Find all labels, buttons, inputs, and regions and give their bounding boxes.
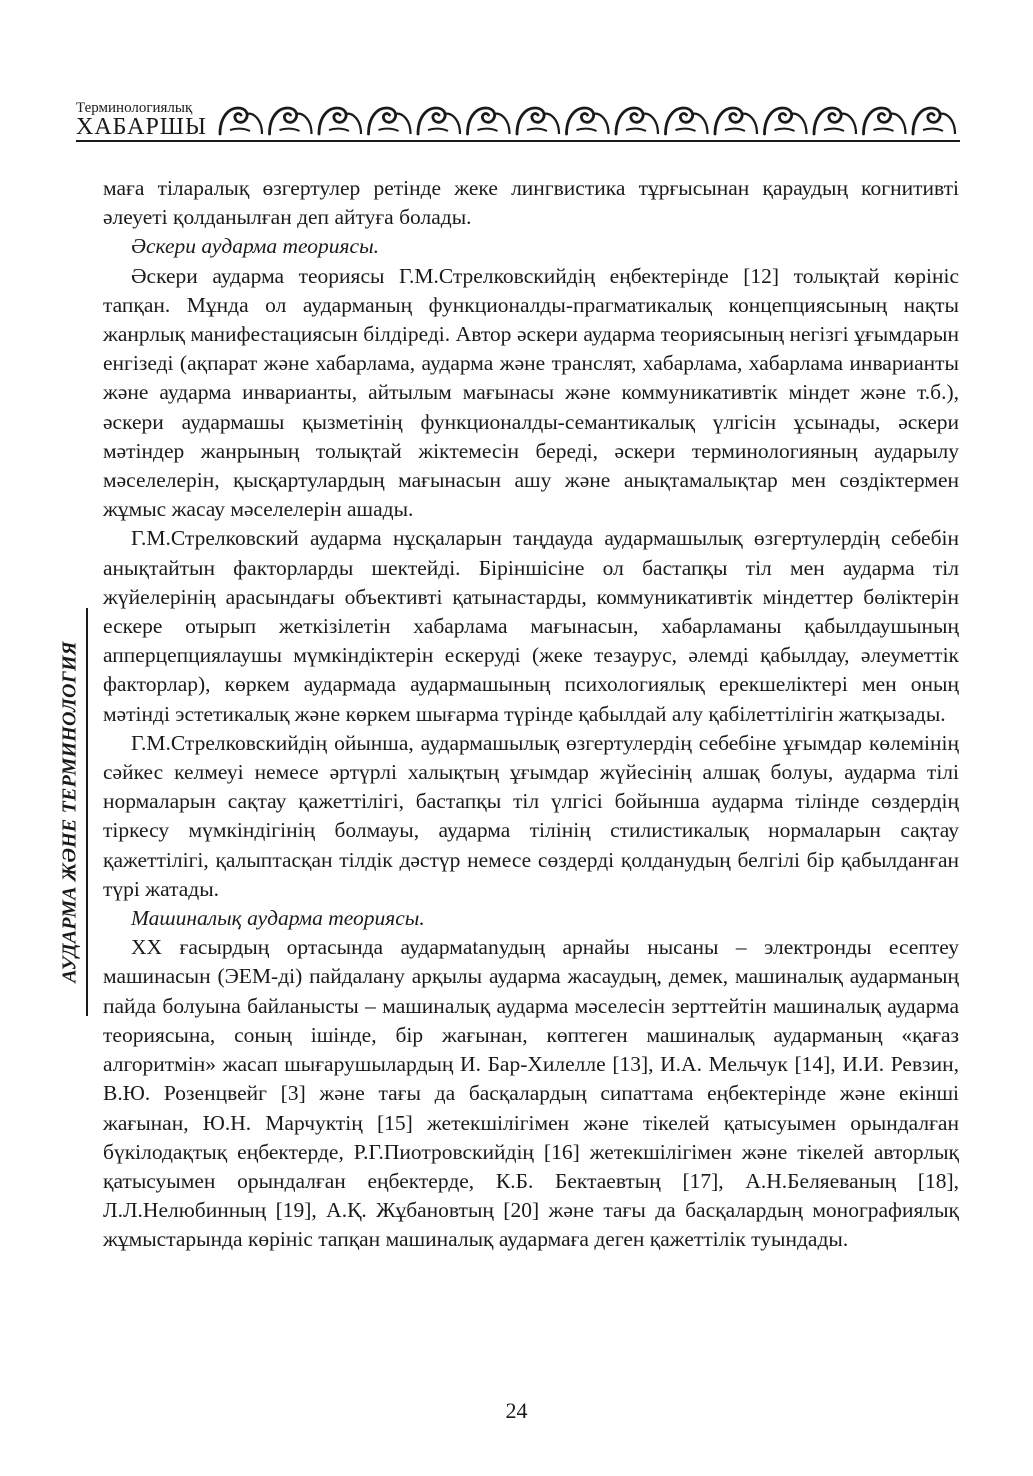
ornament-motif-icon — [715, 108, 757, 134]
ornament-motif-icon — [468, 108, 510, 134]
paragraph: маға тіларалық өзгертулер ретінде жеке лингвистика тұрғысынан қараудың когнитивті әлеуеті қолданылған деп айтуға болады. — [103, 176, 959, 230]
ornament-motif-icon — [616, 108, 658, 134]
section-heading: Машиналық аударма теориясы. — [131, 906, 425, 931]
ornament-motif-icon — [864, 108, 906, 134]
ornament-motif-icon — [220, 108, 262, 134]
article-body — [103, 174, 959, 1255]
journal-title-small: Терминологиялық — [76, 100, 193, 116]
ornament-band-icon — [216, 100, 960, 138]
running-header — [76, 96, 960, 148]
section-title-vertical: АУДАРМА ЖӘНЕ ТЕРМИНОЛОГИЯ — [58, 641, 81, 983]
paragraph: Г.М.Стрелковскийдің ойынша, аудармашылық өзгертулердің себебіне ұғымдар көлемінің сәйкес келмеуі немесе әртүрлі халықтың ұғымдар жүйесінің алшақ болуы, аударма тілі нормаларын сақтау қажеттілігі, бастапқы тіл үлгісі бойынша аударма тілінде сөздердің тіркесу мүмкіндігінің болмауы, аударма тілінің стилистикалық нормаларын сақтау қажеттілігі, қалыптасқан тілдік дәстүр немесе сөздерді қолданудың белгілі бір қабылданған түрі жатады. — [103, 730, 959, 901]
ornament-motif-icon — [666, 108, 708, 134]
paragraph: XX ғасырдың ортасында аудармatanудың арнайы нысаны – электронды есептеу машинасын (ЭЕМ-ді) пайдалану арқылы аударма жасаудың, демек, машиналық аударманың пайда болуына байланысты – машиналық аударма мәселесін зерттейтін машиналық аударма теориясына, соның ішінде, бір жағынан, көптеген машиналық аударманың «қағаз алгоритмін» жасап шығарушылардың И. Бар-Хилелле [13], И.А. Мельчук [14], И.И. Ревзин, В.Ю. Розенцвейг [3] және тағы да басқалардың сипаттама еңбектерінде және екінші жағынан, Ю.Н. Марчуктің [15] жетекшілігімен және тікелей қатысуымен орындалған бүкілодақтық еңбектерде, Р.Г.Пиотровскийдің [16] жетекшілігімен және тікелей авторлық қатысуымен орындалған еңбектерде, К.Б. Бектаевтың [17], А.Н.Беляеваның [18], Л.Л.Нелюбинның [19], А.Қ. Жұбановтың [20] және тағы да басқалардың монографиялық жұмыстарында көрініс тапқан машиналық аудармаға деген қажеттілік туындады. — [103, 935, 959, 1252]
ornament-motif-icon — [319, 108, 361, 134]
header-rule — [76, 140, 960, 142]
ornament-motif-icon — [567, 108, 609, 134]
paragraph: Әскери аударма теориясы Г.М.Стрелковскийдің еңбектерінде [12] толықтай көрініс тапқан. Мұнда ол аударманың функционалды-прагматикалық концепциясының нақты жанрлық манифестациясын білдіреді. Автор әскери аударма теориясының негізгі ұғымдарын енгізеді (ақпарат және хабарлама, аударма және транслят, хабарлама, хабарлама инварианты және аударма инварианты, айтылым мағынасы және коммуникативтік міндет және т.б.), әскери аудармашы қызметінің функционалды-семантикалық үлгісін ұсынады, әскери мәтіндер жанрының толықтай жіктемесін береді, әскери терминологияның аударылу мәселелерін, қысқартулардың мағынасын ашу және анықтамалықтар мен сөздіктермен жұмыс жасау мәселелерін ашады. — [103, 263, 959, 522]
ornament-motif-icon — [270, 108, 312, 134]
side-section-label — [54, 608, 90, 1016]
ornament-motif-icon — [517, 108, 559, 134]
paragraph: Г.М.Стрелковский аударма нұсқаларын таңдауда аудармашылық өзгертулердің себебін анықтайтын факторларды шектейді. Біріншісіне ол бастапқы тіл мен аударма тіл жүйелерінің арасындағы объективті қатынастарды, коммуникативтік міндеттер бөліктерін ескере отырып жеткізілетін хабарлама мағынасын, хабарламаны қабылдаушының апперцепциялаушы мүмкіндіктерін ескеруді (жеке тезаурус, әлемді қабылдау, әлеуметтік факторлар), көркем аудармада аудармашының психологиялық ерекшеліктері мен оның мәтінді эстетикалық және көркем шығарма түрінде қабылдай алу қабілеттілігін жатқызады. — [103, 526, 959, 726]
side-rule — [86, 608, 88, 1016]
page-number: 24 — [505, 1398, 528, 1423]
section-heading: Әскери аударма теориясы. — [131, 234, 380, 259]
ornament-motif-icon — [369, 108, 411, 134]
ornament-motif-icon — [913, 108, 955, 134]
ornament-motif-icon — [814, 108, 856, 134]
ornament-motif-icon — [765, 108, 807, 134]
ornament-motif-icon — [418, 108, 460, 134]
journal-title-big: ХАБАРШЫ — [76, 114, 207, 140]
